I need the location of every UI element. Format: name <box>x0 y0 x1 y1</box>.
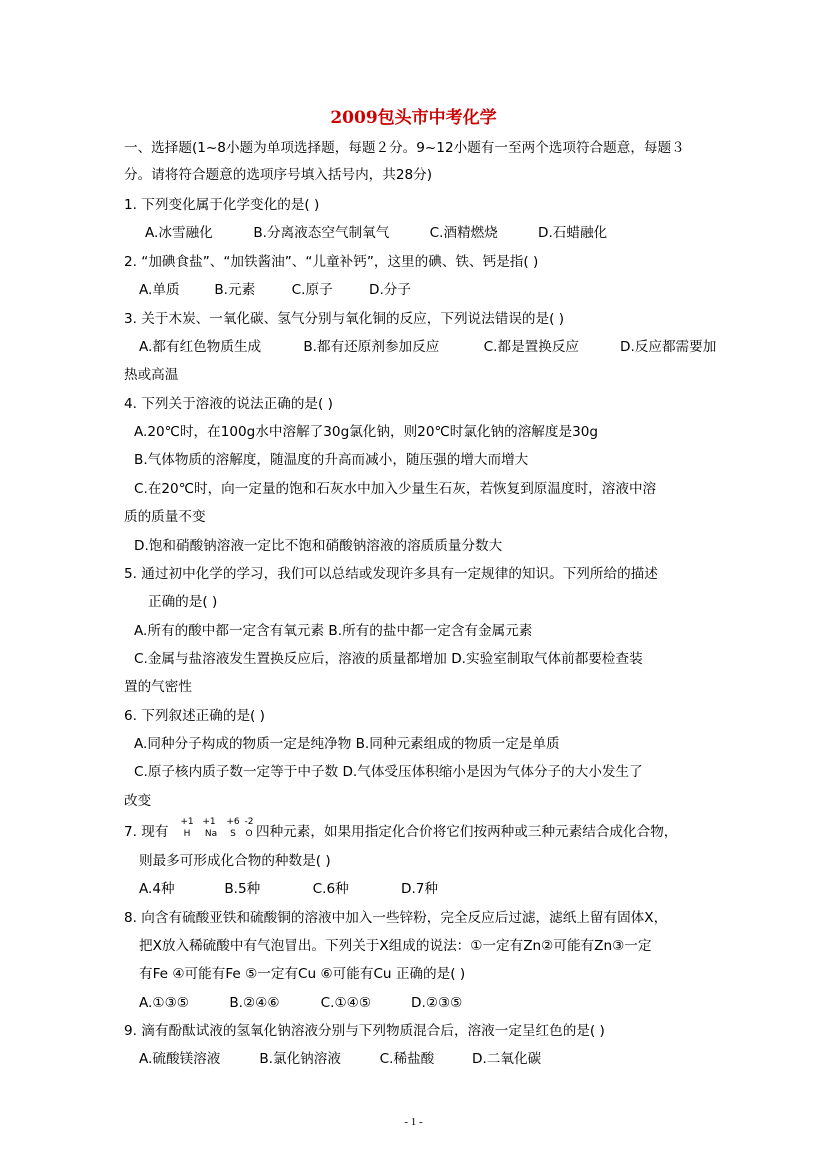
element-s: S <box>230 829 236 839</box>
question-7-options <box>139 880 438 898</box>
question-4-option-c-cont: 质的质量不变 <box>124 509 206 525</box>
question-8-stem-cont-1: 把X放入稀硫酸中有气泡冒出。下列关于X组成的说法：①一定有Zn②可能有Zn③一定 <box>139 938 652 954</box>
option-a: A.单质 <box>139 282 180 298</box>
question-7-stem-cont: 则最多可形成化合物的种数是( ) <box>139 853 331 869</box>
element-o: O <box>245 829 253 839</box>
question-3-options <box>139 338 716 356</box>
option-b: B.元素 <box>214 282 256 298</box>
question-1-options <box>145 224 607 242</box>
valence-na: +1 <box>202 817 216 827</box>
option-d: D.7种 <box>400 881 439 897</box>
option-d: D.②③⑤ <box>410 995 463 1011</box>
question-6-option-d-cont: 改变 <box>124 793 152 809</box>
option-d: D.分子 <box>368 282 411 298</box>
question-4-stem: 4. 下列关于溶液的说法正确的是( ) <box>124 396 333 412</box>
question-8-stem-cont-2: 有Fe ④可能有Fe ⑤一定有Cu ⑥可能有Cu 正确的是( ) <box>139 966 466 982</box>
valence-h: +1 <box>180 817 194 827</box>
option-a: A.①③⑤ <box>139 995 189 1011</box>
question-3-stem: 3. 关于木炭、一氧化碳、氢气分别与氧化铜的反应，下列说法错误的是( ) <box>124 311 565 327</box>
option-a: A.硫酸镁溶液 <box>139 1051 221 1067</box>
question-6-options-cd: C.原子核内质子数一定等于中子数 D.气体受压体积缩小是因为气体分子的大小发生了 <box>134 764 643 780</box>
question-6-stem: 6. 下列叙述正确的是( ) <box>124 708 265 724</box>
question-3-continuation: 热或高温 <box>124 367 179 383</box>
option-b: B.②④⑥ <box>229 995 280 1011</box>
section-intro-line-2: 分。请将符合题意的选项序号填入括号内，共28分) <box>124 167 433 183</box>
option-b: B.分离液态空气制氧气 <box>253 225 390 241</box>
question-8-stem: 8. 向含有硫酸亚铁和硫酸铜的溶液中加入一些锌粉，完全反应后过滤，滤纸上留有固体X， <box>124 910 668 926</box>
option-c: C.都是置换反应 <box>483 339 580 355</box>
question-9-stem: 9. 滴有酚酞试液的氢氧化钠溶液分别与下列物质混合后，溶液一定呈红色的是( ) <box>124 1023 605 1039</box>
option-c: C.酒精燃烧 <box>429 225 498 241</box>
question-5-stem-cont: 正确的是( ) <box>148 594 218 610</box>
element-na: Na <box>204 829 218 839</box>
question-5-option-d-cont: 置的气密性 <box>124 679 192 695</box>
valence-o: -2 <box>244 817 254 827</box>
option-a: A.都有红色物质生成 <box>139 339 262 355</box>
page-number: - 1 - <box>404 1116 423 1128</box>
option-b: B.5种 <box>224 881 261 897</box>
question-4-option-c: C.在20℃时，向一定量的饱和石灰水中加入少量生石灰，若恢复到原温度时，溶液中溶 <box>134 481 657 497</box>
option-c: C.6种 <box>312 881 349 897</box>
option-a: A.4种 <box>139 881 175 897</box>
element-h: H <box>183 829 191 839</box>
question-6-options-ab: A.同种分子构成的物质一定是纯净物 B.同种元素组成的物质一定是单质 <box>134 736 560 752</box>
question-4-option-d: D.饱和硝酸钠溶液一定比不饱和硝酸钠溶液的溶质质量分数大 <box>134 538 503 554</box>
option-c: C.稀盐酸 <box>379 1051 435 1067</box>
option-a: A.冰雪融化 <box>145 225 213 241</box>
question-5-options-cd: C.金属与盐溶液发生置换反应后，溶液的质量都增加 D.实验室制取气体前都要检查装 <box>134 651 643 667</box>
question-5-options-ab: A.所有的酸中都一定含有氧元素 B.所有的盐中都一定含有金属元素 <box>134 623 533 639</box>
valence-s: +6 <box>226 817 240 827</box>
option-b: B.都有还原剂参加反应 <box>303 339 440 355</box>
question-7-stem-start: 7. 现有 <box>124 824 169 840</box>
option-d: D.石蜡融化 <box>537 225 608 241</box>
question-1-stem: 1. 下列变化属于化学变化的是( ) <box>124 197 320 213</box>
question-2-options <box>139 281 411 299</box>
question-8-options <box>139 994 462 1012</box>
page-title: 2009包头市中考化学 <box>330 108 497 128</box>
section-intro-line-1: 一、选择题(1~8小题为单项选择题，每题２分。9~12小题有一至两个选项符合题意，每题３ <box>124 140 685 156</box>
question-4-option-b: B.气体物质的溶解度，随温度的升高而减小，随压强的增大而增大 <box>134 452 529 468</box>
option-b: B.氯化钠溶液 <box>259 1051 341 1067</box>
question-9-options <box>139 1050 541 1068</box>
option-c: C.①④⑤ <box>320 995 372 1011</box>
option-d: D.反应都需要加 <box>619 339 717 355</box>
option-c: C.原子 <box>291 282 333 298</box>
element-valence-figure <box>180 818 256 844</box>
question-5-stem: 5. 通过初中化学的学习，我们可以总结或发现许多具有一定规律的知识。下列所给的描述 <box>124 566 658 582</box>
question-7-stem-end: 四种元素，如果用指定化合价将它们按两种或三种元素结合成化合物， <box>256 824 678 840</box>
option-d: D.二氧化碳 <box>471 1051 542 1067</box>
question-2-stem: 2. “加碘食盐”、“加铁酱油”、“儿童补钙”，这里的碘、铁、钙是指( ) <box>124 254 539 270</box>
question-4-option-a: A.20℃时，在100g水中溶解了30g氯化钠，则20℃时氯化钠的溶解度是30g <box>134 424 598 440</box>
